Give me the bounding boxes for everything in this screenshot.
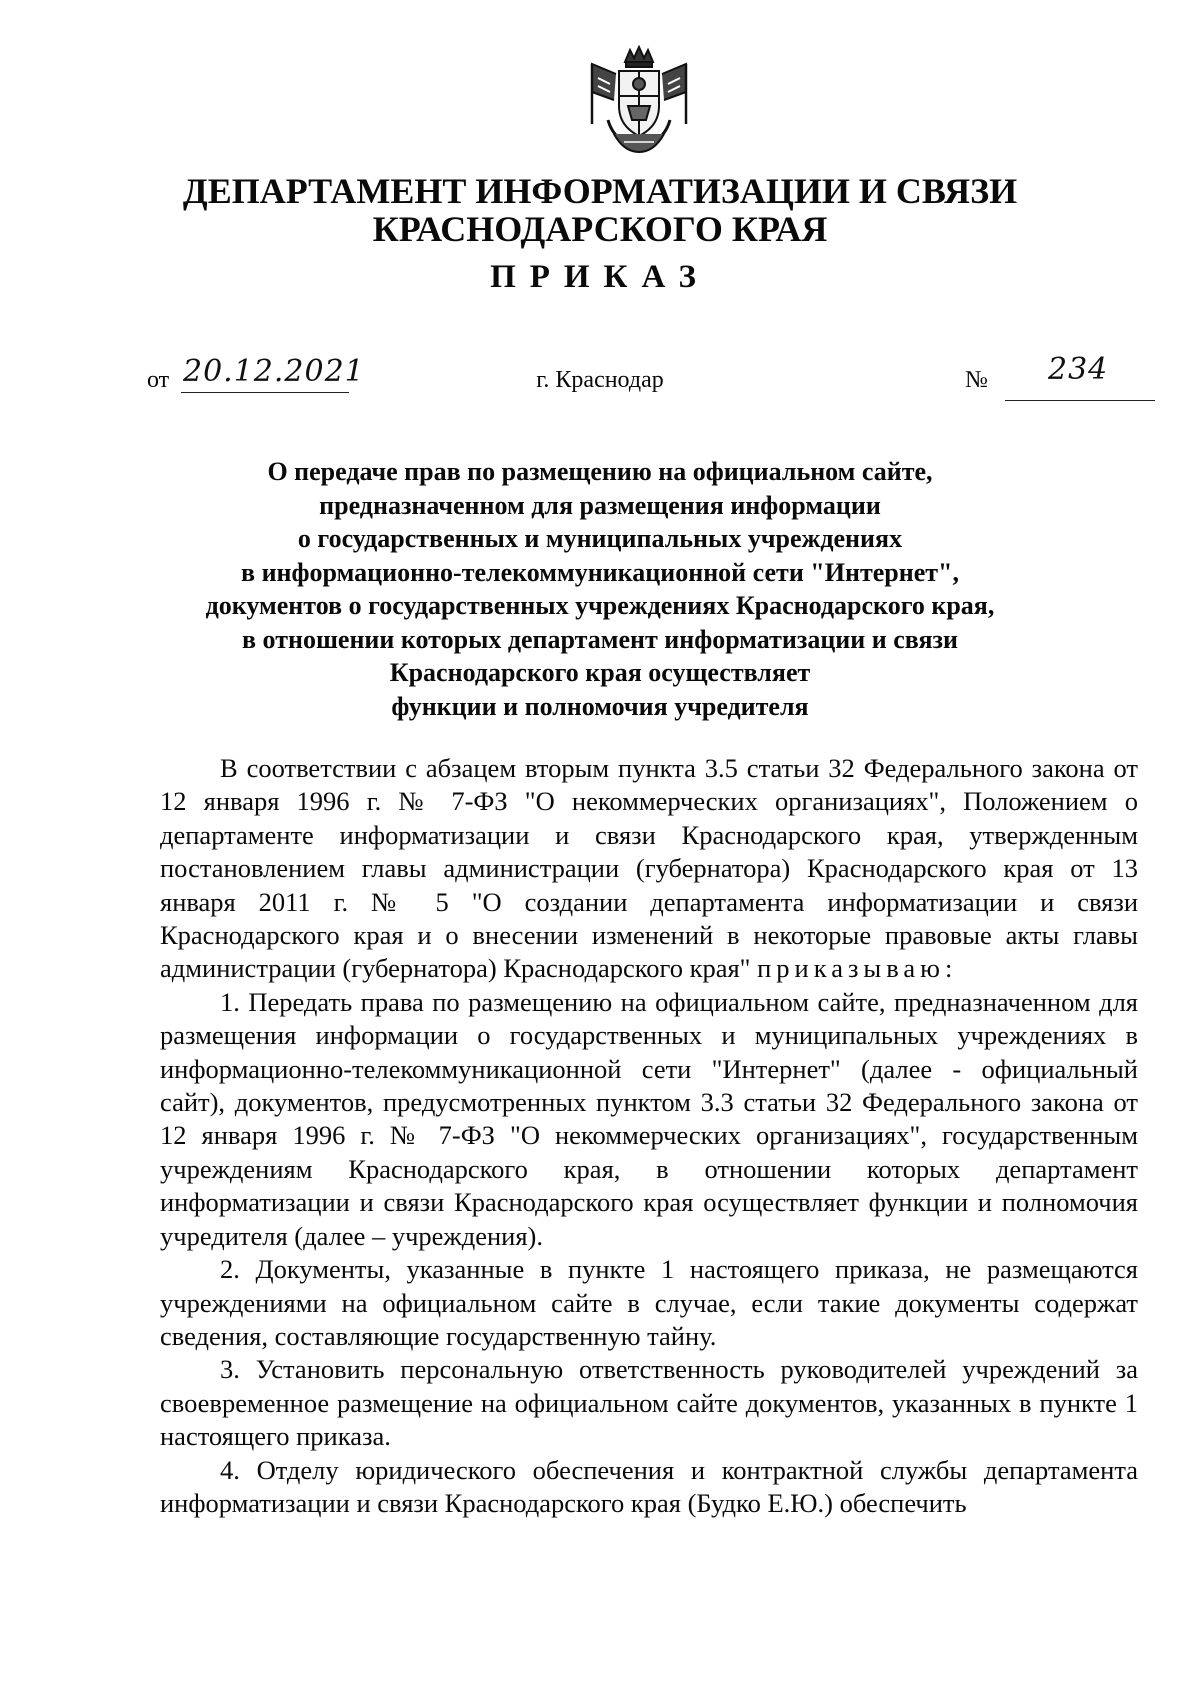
subject-line: в отношении которых департамент информатизации и связи <box>242 624 958 654</box>
date-prefix: от <box>147 367 170 393</box>
handwritten-number: 234 <box>1048 352 1109 387</box>
handwritten-date: 20.12.2021 <box>183 354 365 389</box>
subject-line: Краснодарского края осуществляет <box>389 658 811 687</box>
subject-line: в информационно-телекоммуникационной сети "Интернет", <box>241 557 959 587</box>
subject-line: документов о государственных учреждениях Краснодарского края, <box>205 591 995 620</box>
preamble-paragraph <box>160 752 1138 986</box>
subject-line: предназначенном для размещения информации <box>319 490 881 520</box>
org-name-line-2: КРАСНОДАРСКОГО КРАЯ <box>372 209 828 249</box>
order-item-3: 3. Установить персональную ответственность руководителей учреждений за своевременное размещение на официальном сайте документов, указанных в пункте 1 настоящего приказа. <box>160 1354 1138 1452</box>
order-body <box>160 752 1138 1520</box>
order-item-4: 4. Отделу юридического обеспечения и контрактной службы департамента информатизации и связи Краснодарского края (Будко Е.Ю.) обеспечить <box>160 1454 1138 1518</box>
city: г. Краснодар <box>536 367 664 393</box>
number-underline <box>1005 400 1155 401</box>
document-type-title: ПРИКАЗ <box>490 259 710 295</box>
order-item-1: 1. Передать права по размещению на официальном сайте, предназначенном для размещения информации о государственных и муниципальных учреждениях в информационно-телекоммуникационной сети "Интернет" (далее - официальный сайт), документов, предусмотренных пунктом 3.3 статьи 32 Федерального закона от 12 января 1996 г. № 7-ФЗ "О некоммерческих организациях", государственным учреждениям Краснодарского края, в отношении которых департамент информатизации и связи Краснодарского края осуществляет функции и полномочия учредителя (далее – учреждения). <box>160 986 1138 1251</box>
coat-of-arms-icon <box>584 44 694 156</box>
preamble-text: В соответствии с абзацем вторым пункта 3.5 статьи 32 Федерального закона от 12 января 1996 г. № 7-ФЗ "О некоммерческих организациях", Положением о департаменте информатизации и связи Краснодарского края, утвержденным постановлением главы администрации (губернатора) Краснодарского края от 13 января 2011 г. № 5 "О создании департамента информатизации и связи Краснодарского края и о внесении изменений в некоторые правовые акты главы администрации (губернатора) Краснодарского края" <box>160 753 1138 984</box>
number-prefix: № <box>965 367 988 393</box>
order-item-2: 2. Документы, указанные в пункте 1 настоящего приказа, не размещаются учреждениями на официальном сайте в случае, если такие документы содержат сведения, составляющие государственную тайну. <box>160 1254 1138 1351</box>
subject-line: О передаче прав по размещению на официальном сайте, <box>267 457 933 486</box>
subject-line: функции и полномочия учредителя <box>391 691 809 721</box>
org-name-line-1: ДЕПАРТАМЕНТ ИНФОРМАТИЗАЦИИ И СВЯЗИ <box>182 171 1018 211</box>
decree-word: приказываю: <box>757 953 958 984</box>
order-subject <box>0 455 1200 723</box>
subject-line: о государственных и муниципальных учреждениях <box>297 524 903 553</box>
